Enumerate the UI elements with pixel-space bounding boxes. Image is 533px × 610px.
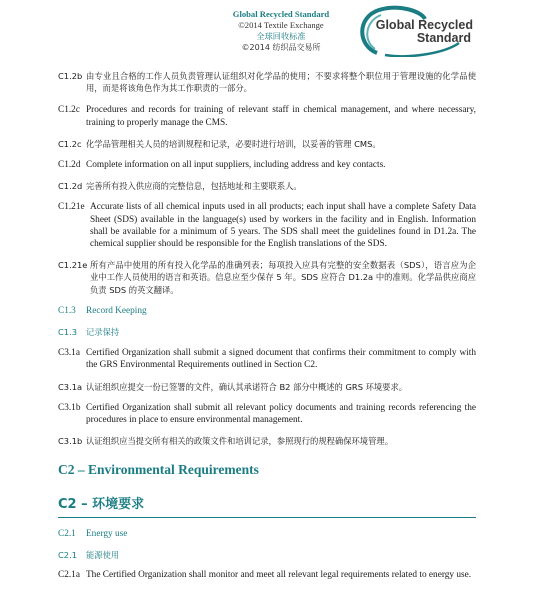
clause-number: C3.1a — [58, 381, 83, 392]
clause-text: Accurate lists of all chemical inputs used in all products; each input shall have a complete Safety Data Sheet (SDS) available in the language(s) used by workers in the facility and in English. Information shall be available for a minimum of 5 years. The SDS shall meet the guidelines found in D1.2a. The chemical supplier should be responsible for the English translations of the SDS. — [90, 202, 476, 250]
clause-number: C3.1b — [58, 436, 83, 447]
clause-heading: 能源使用 — [86, 549, 120, 560]
section-heading-en: C2 – Environmental Requirements — [58, 462, 259, 478]
clause-number: C1.21e — [58, 202, 85, 213]
document-body — [58, 70, 476, 581]
clause-row — [58, 259, 476, 296]
clause-text: 完善所有投入供应商的完整信息，包括地址和主要联系人。 — [86, 181, 302, 192]
clause-row — [58, 104, 476, 128]
clause-text: 所有产品中使用的所有投入化学品的准确列表；每项投入应具有完整的安全数据表（SDS），语言应为企业中工作人员使用的语言和英语。信息应至少保存 5 年。SDS 应符合 D1.2a 中的准则。化学品供应商应负责 SDS 的英文翻译。 — [90, 260, 476, 295]
header-title: Global Recycled Standard — [232, 9, 330, 19]
clause-number: C3.1a — [58, 348, 80, 359]
clause-row — [58, 435, 476, 447]
clause-row — [58, 138, 476, 150]
clause-number: C2.1a — [58, 569, 80, 580]
clause-text: Complete information on all input suppliers, including address and key contacts. — [86, 160, 386, 171]
clause-number: C2.1 — [58, 529, 76, 540]
clause-text: 认证组织应提交一份已签署的文件，确认其承诺符合 B2 部分中概述的 GRS 环境要求。 — [86, 381, 408, 392]
clause-number: C1.3 — [58, 305, 76, 316]
clause-number: C1.2c — [58, 138, 82, 149]
clause-number: C1.3 — [58, 327, 77, 338]
page-header — [0, 0, 533, 60]
clause-row — [58, 528, 476, 540]
clause-number: C1.2d — [58, 160, 81, 171]
clause-text: Certified Organization shall submit a signed document that confirms their commitment to comply with the GRS Environmental Requirements outlined in Section C2. — [86, 348, 476, 371]
clause-number: C3.1b — [58, 402, 81, 413]
clause-heading: Energy use — [86, 529, 128, 540]
clause-number: C1.2d — [58, 181, 83, 192]
clause-row — [58, 347, 476, 371]
clause-text: Procedures and records for training of relevant staff in chemical management, and where necessary, training to properly manage the CMS. — [86, 105, 476, 128]
header-cn-copyright: ©2014 纺织品交易所 — [241, 43, 321, 52]
clause-row — [58, 159, 476, 171]
clause-row — [58, 70, 476, 94]
logo-line1: Global Recycled — [375, 18, 473, 32]
clause-heading: Record Keeping — [86, 305, 147, 316]
clause-text: 由专业且合格的工作人员负责管理认证组织对化学品的使用；不要求将整个职位用于管理设施的化学品使用，而是将该角色作为其工作职责的一部分。 — [86, 71, 476, 94]
clause-number: C1.2c — [58, 105, 80, 116]
clause-row — [58, 402, 476, 426]
clause-number: C2.1 — [58, 549, 77, 560]
clause-heading: 记录保持 — [86, 327, 120, 338]
section-heading-cn: C2 – 环境要求 — [58, 493, 476, 518]
clause-row — [58, 201, 476, 250]
clause-row — [58, 569, 476, 581]
clause-row — [58, 326, 476, 338]
clause-text: 化学品管理相关人员的培训规程和记录，必要时进行培训，以妥善的管理 CMS。 — [86, 138, 381, 149]
clause-text: 认证组织应当提交所有相关的政策文件和培训记录，参照现行的规程确保环境管理。 — [86, 436, 393, 447]
clause-row — [58, 180, 476, 192]
header-cn-title: 全球回收标准 — [256, 31, 306, 41]
clause-text: Certified Organization shall submit all relevant policy documents and training records referencing the procedures in place to ensure environmental management. — [86, 402, 476, 426]
header-text-block — [196, 9, 366, 53]
clause-row — [58, 549, 476, 561]
clause-text: The Certified Organization shall monitor and meet all relevant legal requirements related to energy use. — [86, 569, 472, 580]
clause-number: C1.21e — [58, 260, 88, 271]
clause-row — [58, 381, 476, 393]
logo-line2: Standard — [416, 30, 471, 45]
clause-row — [58, 305, 476, 317]
clause-number: C1.2b — [58, 71, 83, 81]
grs-logo — [355, 5, 473, 57]
header-copyright: ©2014 Textile Exchange — [238, 20, 324, 30]
